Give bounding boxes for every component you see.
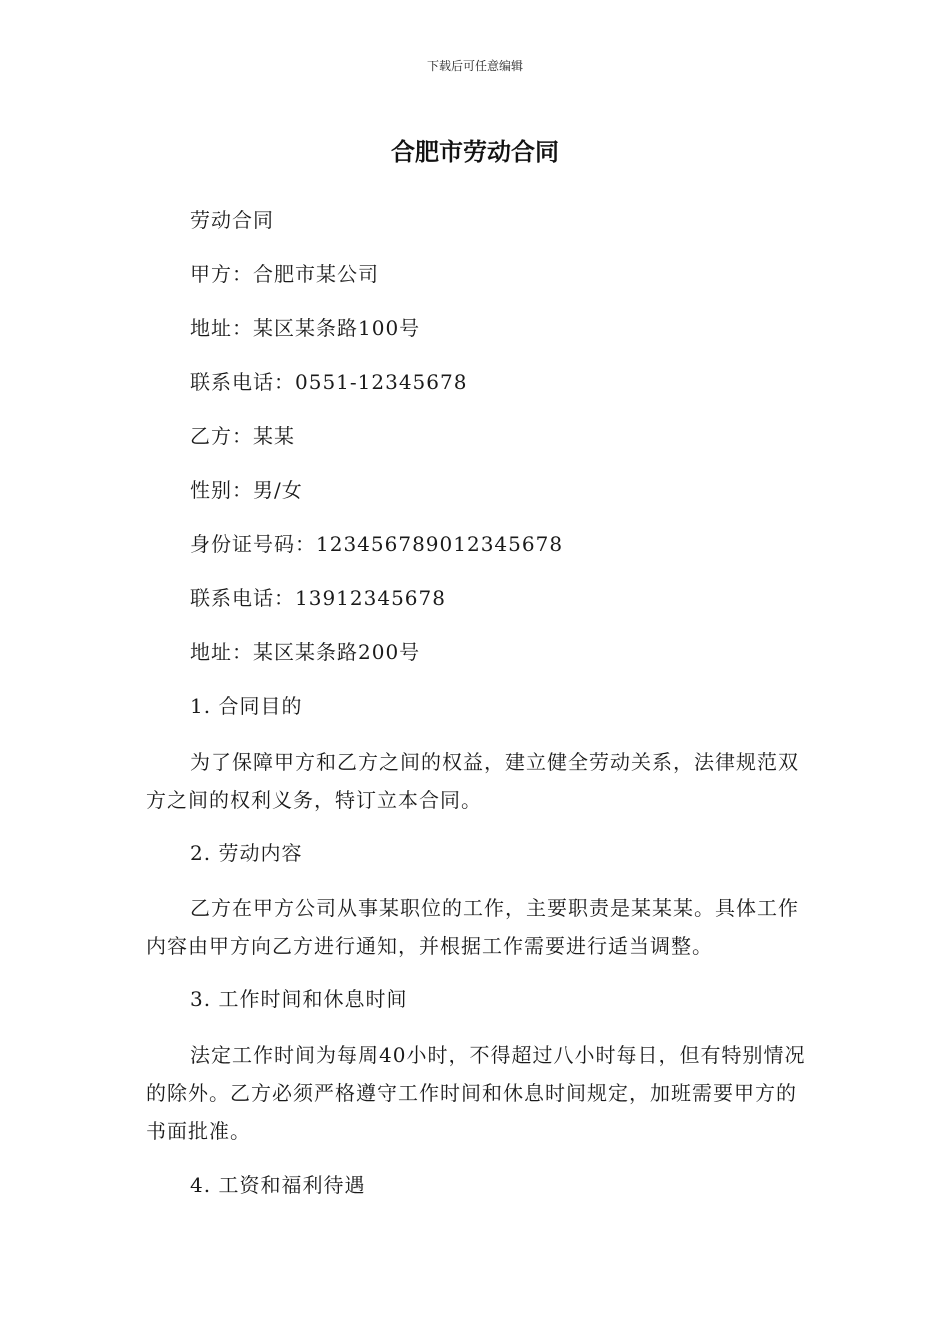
party-b-gender: 性别：男/女 [190,478,303,502]
section-heading: 4. 工资和福利待遇 [190,1173,366,1197]
section-body: 乙方在甲方公司从事某职位的工作，主要职责是某某某。具体工作内容由甲方向乙方进行通知，并根据工作需要进行适当调整。 [146,896,799,958]
party-b-phone: 联系电话：13912345678 [190,586,446,610]
document-title: 合肥市劳动合同 [391,138,559,166]
contract-heading: 劳动合同 [190,208,274,232]
party-a-address: 地址：某区某条路100号 [190,316,421,340]
party-b-id-number: 身份证号码：123456789012345678 [190,532,564,556]
party-a-phone: 联系电话：0551-12345678 [190,370,468,394]
party-b-name: 乙方：某某 [190,424,295,448]
header-note: 下载后可任意编辑 [426,59,523,73]
party-b-address: 地址：某区某条路200号 [190,640,421,664]
section-heading: 2. 劳动内容 [190,841,303,865]
section-body: 为了保障甲方和乙方之间的权益，建立健全劳动关系，法律规范双方之间的权利义务，特订立本合同。 [146,750,799,812]
section-body: 法定工作时间为每周40小时，不得超过八小时每日，但有特别情况的除外。乙方必须严格遵守工作时间和休息时间规定，加班需要甲方的书面批准。 [146,1043,806,1143]
section-heading: 3. 工作时间和休息时间 [190,987,408,1011]
section-heading: 1. 合同目的 [190,694,303,718]
party-a-name: 甲方：合肥市某公司 [190,262,379,286]
